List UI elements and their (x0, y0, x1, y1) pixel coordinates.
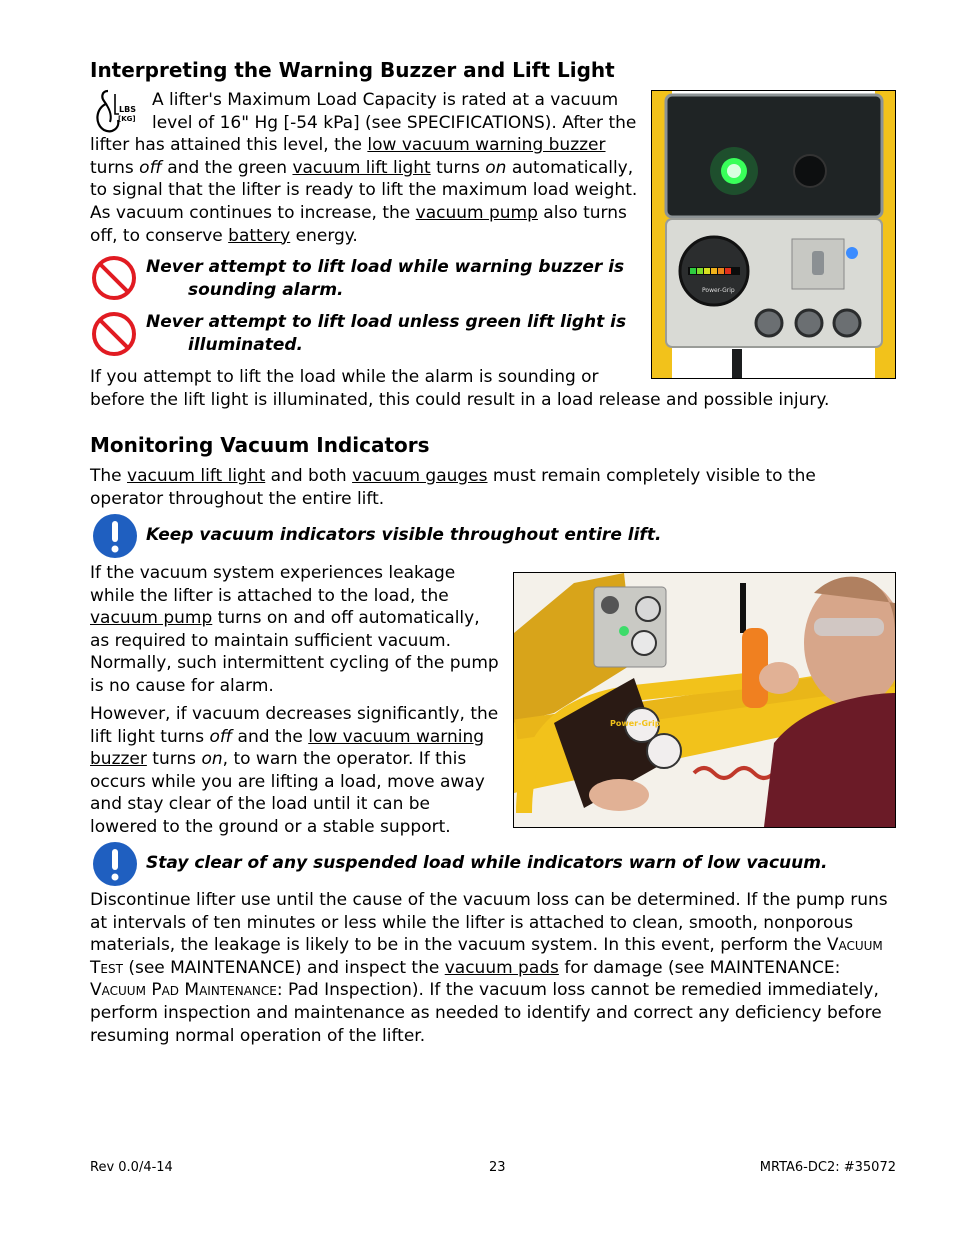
monitoring-paragraph-2 (90, 562, 504, 698)
text: However, if vacuum decreases significantly, the lift light turns (90, 704, 499, 747)
prohibit-icon (90, 310, 138, 358)
monitoring-paragraph-3 (90, 703, 500, 839)
link-vacuum-pads[interactable]: vacuum pads (444, 957, 559, 978)
panel-brand-label: Power-Grip (702, 287, 735, 294)
text: and the (232, 726, 309, 747)
link-vacuum-gauges[interactable]: vacuum gauges (352, 466, 488, 486)
monitoring-paragraph-4 (90, 889, 898, 1047)
notice-keep-indicators-visible: Keep vacuum indicators visible throughout entire lift. (146, 525, 662, 545)
ref-vacuum-pad-maintenance: Vacuum Pad Maintenance (90, 980, 277, 1001)
operator-lifter-photo (513, 572, 896, 828)
text: energy. (290, 225, 358, 246)
text: and both (265, 466, 353, 486)
text: Discontinue lifter use until the cause of the vacuum loss can be determined. If the pump runs at intervals of ten minutes or less while the lifter is attached to clean, smooth, nonporous materials, the leakage is likely to be in the vacuum system. In this event, perform the (90, 890, 888, 956)
notice-stay-clear: Stay clear of any suspended load while indicators warn of low vacuum. (146, 853, 828, 873)
text: (see MAINTENANCE) and inspect the (122, 957, 445, 978)
text: The (90, 466, 128, 486)
text: also turns off, to conserve (90, 202, 627, 246)
link-battery[interactable]: battery (228, 225, 291, 246)
ref-vacuum-test: Vacuum Test (90, 935, 883, 978)
load-icon-kg-text: [KG] (118, 115, 136, 123)
text: , to warn the operator. If this occurs while you are lifting a load, move away and stay clear of the load until it can be lowered to the ground or a stable support. (90, 749, 485, 837)
text: on (201, 749, 223, 770)
warning-text: Never attempt to lift load unless green lift light is (146, 312, 627, 332)
exclamation-icon (91, 840, 139, 888)
text: turns on and off automatically, as required to maintain sufficient vacuum. Normally, such intermittent cycling of the pump is no cause for alarm. (90, 608, 499, 696)
text: and the green (161, 157, 293, 178)
warning-lift-light (146, 311, 646, 356)
link-low-vacuum-warning-buzzer[interactable]: low vacuum warning buzzer (90, 726, 485, 770)
text: If you attempt to lift the load while the alarm is sounding or (90, 367, 599, 387)
load-icon-lbs-text: LBS (119, 105, 136, 114)
section-title-monitoring: Monitoring Vacuum Indicators (90, 433, 430, 457)
warning-buzzer-alarm (146, 256, 646, 301)
photo-brand-label: Power-Grip (610, 719, 661, 728)
text: turns (90, 157, 140, 178)
footer-page-number: 23 (489, 1160, 506, 1175)
text: A lifter's Maximum Load Capacity is rated at a vacuum level of 16" Hg [-54 kPa] (see SPECIFICATIONS). After the lifter has attained this level, the (90, 90, 637, 156)
text: off (209, 726, 233, 747)
text: for damage (see MAINTENANCE: (558, 957, 841, 978)
text: on (485, 157, 507, 178)
text: before the lift light is illuminated, this could result in a load release and possible injury. (90, 389, 830, 410)
link-vacuum-lift-light[interactable]: vacuum lift light (292, 157, 431, 178)
text: turns (430, 157, 486, 178)
warning-text: sounding alarm. (188, 279, 344, 300)
text: If the vacuum system experiences leakage while the lifter is attached to the load, the (90, 563, 456, 606)
link-vacuum-pump[interactable]: vacuum pump (90, 608, 213, 629)
monitoring-paragraph-1 (90, 465, 890, 510)
text: turns (146, 749, 202, 770)
link-low-vacuum-warning-buzzer[interactable]: low vacuum warning buzzer (367, 135, 606, 156)
section-title-warning-buzzer: Interpreting the Warning Buzzer and Lift Light (90, 58, 615, 82)
prohibit-icon (90, 254, 138, 302)
exclamation-icon (91, 512, 139, 560)
footer-revision: Rev 0.0/4-14 (90, 1160, 173, 1175)
link-vacuum-lift-light[interactable]: vacuum lift light (127, 466, 266, 486)
link-vacuum-pump[interactable]: vacuum pump (415, 202, 538, 223)
text: off (139, 157, 162, 178)
footer-model-number: MRTA6-DC2: #35072 (759, 1160, 896, 1175)
buzzer-paragraph-1 (90, 89, 645, 247)
text: automatically, to signal that the lifter is ready to lift the maximum load weight. As vacuum continues to increase, the (90, 157, 638, 223)
text: must remain completely visible to the operator throughout the entire lift. (90, 466, 816, 509)
control-panel-photo (651, 90, 896, 379)
text: : Pad Inspection). If the vacuum loss cannot be remedied immediately, perform inspection and maintenance as needed to identify and correct any deficiency before resuming normal operation of the lifter. (90, 980, 882, 1046)
warning-text: Never attempt to lift load while warning buzzer is (146, 257, 625, 277)
warning-text: illuminated. (188, 334, 303, 355)
